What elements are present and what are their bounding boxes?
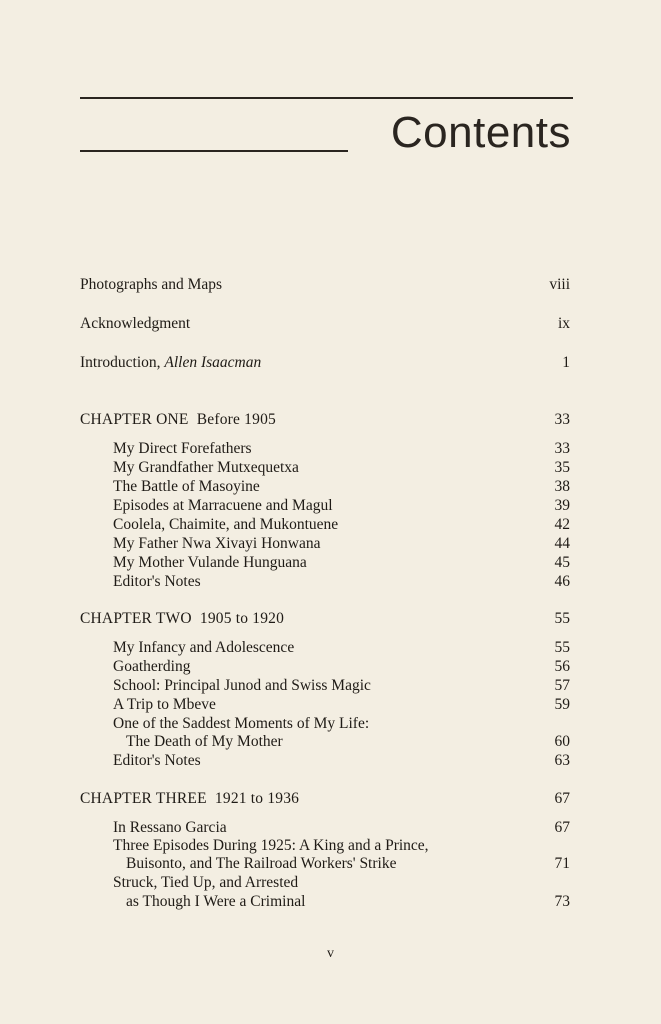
toc-entry-label: My Grandfather Mutxequetxa (113, 459, 299, 476)
top-rule (80, 97, 573, 99)
toc-entry-page: 57 (554, 677, 570, 694)
chapter-heading-label: CHAPTER TWO 1905 to 1920 (80, 610, 285, 627)
chapter-two-heading[interactable] (80, 608, 570, 630)
chapter-heading-label: CHAPTER ONE Before 1905 (80, 411, 276, 428)
toc-entry-page: 60 (554, 733, 570, 750)
toc-entry-page: ix (557, 315, 570, 332)
toc-entry-page: 1 (562, 354, 570, 371)
toc-entry-label: Editor's Notes (113, 752, 201, 769)
chapter-heading-page: 55 (554, 610, 570, 627)
toc-entry-label: Coolela, Chaimite, and Mukontuene (113, 516, 339, 533)
toc-entry-page: 55 (554, 639, 570, 656)
toc-entry-page: 71 (554, 855, 570, 872)
chapter-heading-page: 33 (554, 411, 570, 428)
toc-entry-page: 38 (554, 478, 570, 495)
toc-entry-label: Struck, Tied Up, and Arrested (113, 874, 299, 891)
toc-entry-page: 63 (554, 752, 570, 769)
toc-entry-label: My Father Nwa Xivayi Honwana (113, 535, 321, 552)
chapter-one-heading[interactable] (80, 409, 570, 431)
toc-entry-introduction[interactable] (80, 352, 570, 374)
toc-entry-label: Acknowledgment (80, 315, 191, 332)
toc-entry-page: 33 (554, 440, 570, 457)
toc-entry[interactable] (80, 750, 570, 772)
toc-entry-page: viii (549, 276, 570, 293)
toc-entry-page: 45 (554, 554, 570, 571)
toc-entry-label: as Though I Were a Criminal (126, 893, 306, 910)
toc-entry-page: 73 (554, 893, 570, 910)
toc-entry-photographs[interactable] (80, 274, 570, 296)
toc-entry-page: 59 (554, 696, 570, 713)
toc-entry-page: 35 (554, 459, 570, 476)
toc-entry-label: One of the Saddest Moments of My Life: (113, 715, 370, 732)
toc-entry-page: 39 (554, 497, 570, 514)
page-title: Contents (390, 108, 571, 157)
toc-entry-label: Introduction, Allen Isaacman (80, 354, 262, 371)
toc-entry[interactable] (80, 571, 570, 593)
toc-entry-page: 56 (554, 658, 570, 675)
toc-entry-label: My Mother Vulande Hunguana (113, 554, 307, 571)
toc-entry-label: Buisonto, and The Railroad Workers' Strike (126, 855, 397, 872)
toc-entry-label: Photographs and Maps (80, 276, 223, 293)
toc-entry-label: My Direct Forefathers (113, 440, 252, 457)
toc-entry-page: 44 (554, 535, 570, 552)
toc-entry-label: Goatherding (113, 658, 191, 675)
toc-entry-label: School: Principal Junod and Swiss Magic (113, 677, 371, 694)
introduction-author: Allen Isaacman (164, 354, 262, 371)
toc-entry-label: In Ressano Garcia (113, 819, 227, 836)
chapter-three-heading[interactable] (80, 788, 570, 810)
toc-entry-label: Three Episodes During 1925: A King and a Prince, (113, 837, 429, 854)
toc-entry-page: 42 (554, 516, 570, 533)
toc-entry-page: 67 (554, 819, 570, 836)
chapter-heading-page: 67 (554, 790, 570, 807)
page-folio: v (327, 946, 334, 961)
toc-entry-label: Episodes at Marracuene and Magul (113, 497, 333, 514)
toc-entry-label: The Battle of Masoyine (113, 478, 260, 495)
toc-entry-label: Editor's Notes (113, 573, 201, 590)
chapter-heading-label: CHAPTER THREE 1921 to 1936 (80, 790, 300, 807)
toc-entry-page: 46 (554, 573, 570, 590)
toc-entry-label: My Infancy and Adolescence (113, 639, 295, 656)
toc-entry-label: A Trip to Mbeve (113, 696, 216, 713)
toc-entry-label: The Death of My Mother (126, 733, 283, 750)
toc-entry-continuation[interactable] (80, 891, 570, 913)
toc-entry-acknowledgment[interactable] (80, 313, 570, 335)
title-rule (80, 150, 348, 152)
